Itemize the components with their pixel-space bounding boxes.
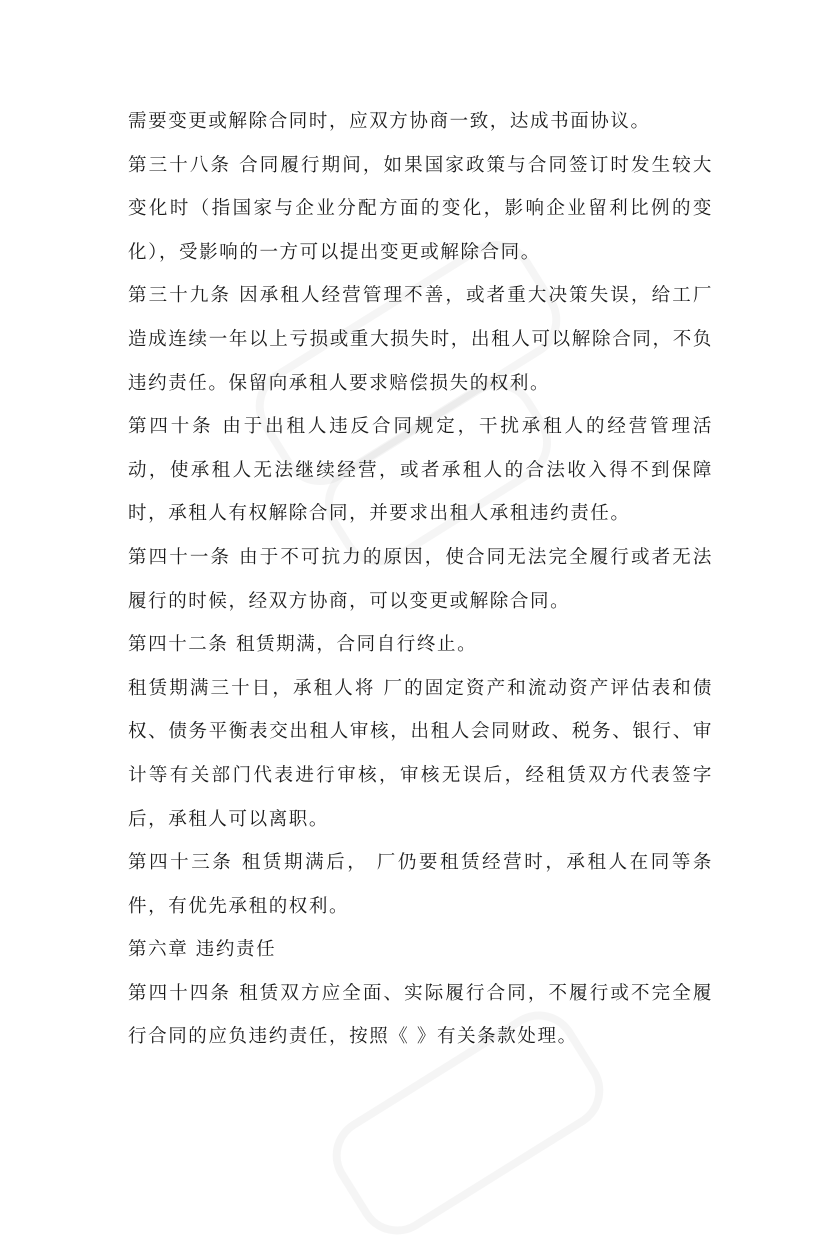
article-42: 第四十二条 租赁期满，合同自行终止。 [128,634,478,656]
article-38: 第三十八条 合同履行期间，如果国家政策与合同签订时发生较大变化时（指国家与企业分配方面的变化，影响企业留利比例的变化），受影响的一方可以提出变更或解除合同。 [128,154,713,263]
document-body [128,100,713,1059]
article-40: 第四十条 由于出租人违反合同规定，干扰承租人的经营管理活动，使承租人无法继续经营，或者承租人的合法收入得不到保障时，承租人有权解除合同，并要求出租人承租违约责任。 [128,416,713,525]
article-39: 第三十九条 因承租人经营管理不善，或者重大决策失误，给工厂造成连续一年以上亏损或重大损失时，出租人可以解除合同，不负违约责任。保留向承租人要求赔偿损失的权利。 [128,285,713,394]
article-44: 第四十四条 租赁双方应全面、实际履行合同，不履行或不完全履行合同的应负违约责任，按照《 》有关条款处理。 [128,982,713,1048]
article-42-detail: 租赁期满三十日，承租人将 厂的固定资产和流动资产评估表和债权、债务平衡表交出租人审核，出租人会同财政、税务、银行、审计等有关部门代表进行审核，审核无误后，经租赁双方代表签字后，承租人可以离职。 [128,677,713,830]
article-41: 第四十一条 由于不可抗力的原因，使合同无法完全履行或者无法履行的时候，经双方协商，可以变更或解除合同。 [128,546,713,612]
chapter-6-heading: 第六章 违约责任 [128,939,277,961]
paragraph-intro: 需要变更或解除合同时，应双方协商一致，达成书面协议。 [128,111,651,132]
article-43: 第四十三条 租赁期满后， 厂仍要租赁经营时，承租人在同等条件，有优先承租的权利。 [128,852,713,917]
